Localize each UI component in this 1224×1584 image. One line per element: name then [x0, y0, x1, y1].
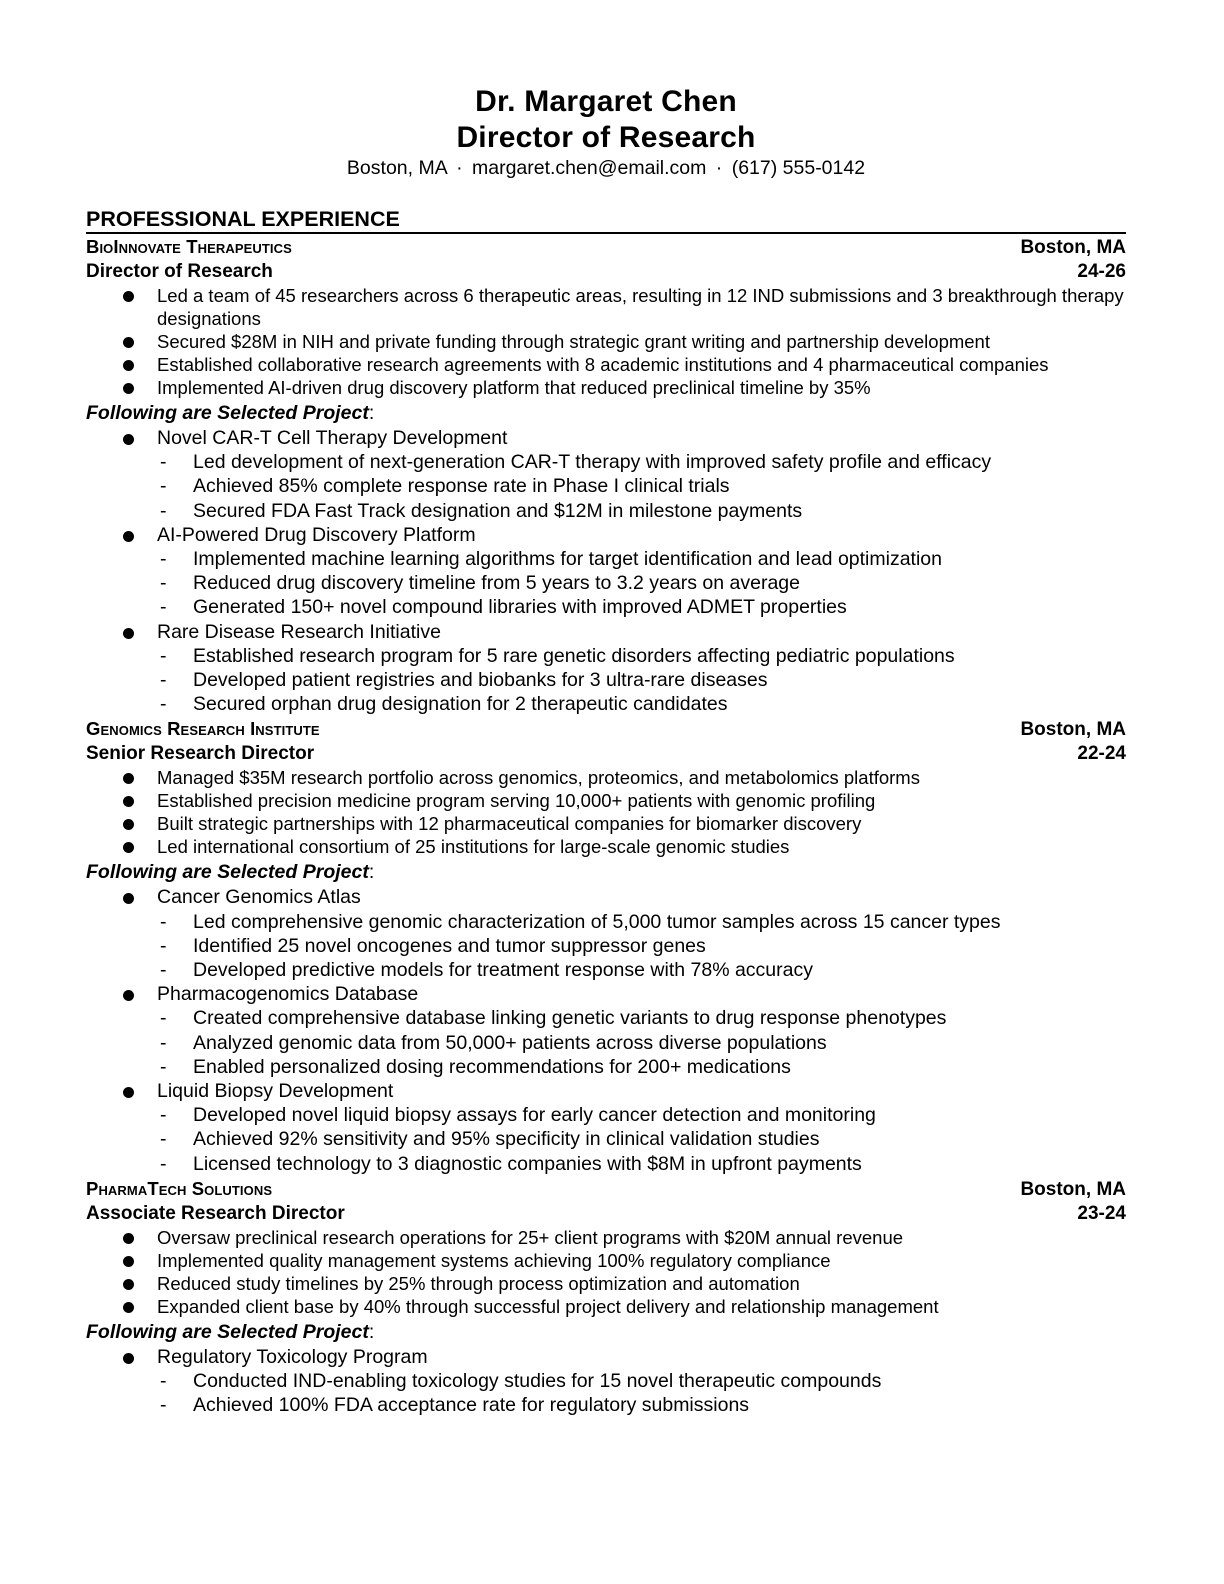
dash-icon: -: [160, 1031, 167, 1054]
project-detail-list: [157, 644, 1126, 717]
contact-separator: ·: [456, 157, 463, 179]
candidate-title: Director of Research: [456, 121, 756, 154]
experience-list: [86, 235, 1126, 1417]
dash-icon: -: [160, 934, 167, 957]
dash-icon: -: [160, 499, 167, 522]
project-detail-item: [157, 450, 1126, 474]
role-row: [86, 1202, 1126, 1226]
projects-label: [86, 859, 1126, 885]
project-name: Liquid Biopsy Development: [157, 1080, 394, 1103]
project-detail-item: [157, 668, 1126, 692]
achievement-text: Implemented AI-driven drug discovery platform that reduced preclinical timeline by 35%: [157, 377, 871, 398]
project-list: [86, 1345, 1126, 1418]
achievement-text: Managed $35M research portfolio across genomics, proteomics, and metabolomics platforms: [157, 767, 920, 789]
project-detail-list: [157, 910, 1126, 983]
candidate-name: Dr. Margaret Chen: [475, 85, 737, 118]
bullet-icon: [123, 1256, 134, 1267]
bullet-icon: [123, 893, 134, 904]
role-row: [86, 260, 1126, 284]
achievement-text: Secured $28M in NIH and private funding through strategic grant writing and partnership development: [157, 331, 990, 352]
job-role: Director of Research: [86, 261, 273, 282]
bullet-icon: [123, 819, 134, 830]
achievement-item: [86, 353, 1126, 376]
project-item: [86, 1079, 1126, 1176]
projects-label: [86, 400, 1126, 426]
project-detail-text: Developed patient registries and biobanks for 3 ultra-rare diseases: [193, 669, 768, 692]
project-detail-item: [157, 1393, 1126, 1417]
achievement-text: Led international consortium of 25 institutions for large-scale genomic studies: [157, 836, 790, 858]
project-item: [86, 982, 1126, 1079]
dash-icon: -: [160, 1370, 167, 1393]
bullet-icon: [123, 360, 134, 371]
project-name: Regulatory Toxicology Program: [157, 1345, 428, 1368]
bullet-icon: [123, 628, 134, 639]
project-detail-item: [157, 474, 1126, 498]
role-row: [86, 742, 1126, 766]
project-detail-item: [157, 958, 1126, 982]
contact-separator: ·: [715, 157, 723, 179]
achievement-list: [86, 284, 1126, 399]
job-dates: 24-26: [1077, 261, 1126, 282]
bullet-icon: [123, 337, 134, 348]
company-row: [86, 717, 1126, 742]
dash-icon: -: [160, 596, 167, 619]
dash-icon: -: [160, 1128, 167, 1151]
project-detail-item: [157, 644, 1126, 668]
project-name: Rare Disease Research Initiative: [157, 620, 441, 643]
project-name: Novel CAR-T Cell Therapy Development: [157, 427, 508, 449]
project-detail-item: [157, 547, 1126, 571]
contact-location: Boston, MA: [346, 157, 447, 179]
achievement-text: Established precision medicine program serving 10,000+ patients with genomic profiling: [157, 790, 876, 812]
project-detail-list: [157, 450, 1126, 523]
project-detail-item: [157, 1152, 1126, 1176]
project-list: [86, 885, 1126, 1175]
project-detail-item: [157, 1006, 1126, 1030]
achievement-item: [86, 812, 1126, 835]
job-entry: [86, 1177, 1126, 1418]
project-item: [86, 1345, 1126, 1418]
job-dates: 22-24: [1077, 743, 1126, 765]
project-detail-item: [157, 692, 1126, 716]
projects-label-colon: :: [368, 1320, 375, 1343]
company-name: PharmaTech Solutions: [86, 1177, 273, 1199]
projects-label-text: Following are Selected Project: [86, 861, 369, 884]
dash-icon: -: [160, 572, 167, 595]
job-entry: [86, 235, 1126, 716]
bullet-icon: [123, 434, 134, 445]
project-detail-item: [157, 1055, 1126, 1079]
achievement-item: [86, 766, 1126, 789]
job-role: Associate Research Director: [86, 1202, 345, 1224]
achievement-text: Led a team of 45 researchers across 6 therapeutic areas, resulting in 12 IND submissions and 3 breakthrough therapy designations: [157, 285, 1124, 329]
project-detail-item: [157, 595, 1126, 619]
resume-header: [86, 84, 1126, 180]
job-role: Senior Research Director: [86, 743, 315, 765]
project-detail-item: [157, 1031, 1126, 1055]
project-detail-item: [157, 1103, 1126, 1127]
dash-icon: -: [160, 1007, 167, 1030]
project-detail-list: [157, 547, 1126, 620]
job-location: Boston, MA: [1020, 237, 1126, 258]
project-detail-text: Analyzed genomic data from 50,000+ patients across diverse populations: [193, 1031, 827, 1054]
project-detail-list: [157, 1006, 1126, 1079]
project-detail-text: Identified 25 novel oncogenes and tumor suppressor genes: [193, 934, 706, 957]
achievement-text: Implemented quality management systems achieving 100% regulatory compliance: [157, 1249, 831, 1271]
dash-icon: -: [160, 693, 167, 716]
project-detail-item: [157, 910, 1126, 934]
dash-icon: -: [160, 1394, 167, 1417]
project-detail-text: Achieved 85% complete response rate in Phase I clinical trials: [193, 475, 730, 498]
project-detail-item: [157, 934, 1126, 958]
achievement-item: [86, 789, 1126, 812]
job-location: Boston, MA: [1020, 719, 1126, 741]
project-list: [86, 426, 1126, 716]
project-name: Cancer Genomics Atlas: [157, 886, 361, 909]
achievement-list: [86, 1226, 1126, 1318]
project-item: [86, 523, 1126, 620]
project-detail-text: Created comprehensive database linking genetic variants to drug response phenotypes: [193, 1007, 947, 1030]
achievement-item: [86, 1226, 1126, 1249]
job-location: Boston, MA: [1020, 1178, 1126, 1200]
achievement-text: Reduced study timelines by 25% through process optimization and automation: [157, 1272, 800, 1294]
project-detail-item: [157, 1369, 1126, 1393]
project-name: AI-Powered Drug Discovery Platform: [157, 523, 476, 546]
projects-label-text: Following are Selected Project: [86, 402, 369, 424]
project-item: [86, 426, 1126, 523]
project-detail-text: Established research program for 5 rare genetic disorders affecting pediatric populations: [193, 644, 955, 667]
company-name: BioInnovate Therapeutics: [86, 236, 292, 257]
project-detail-text: Conducted IND-enabling toxicology studies for 15 novel therapeutic compounds: [193, 1370, 882, 1393]
bullet-icon: [123, 773, 134, 784]
dash-icon: -: [160, 1152, 167, 1175]
bullet-icon: [123, 291, 134, 302]
project-detail-text: Developed predictive models for treatment response with 78% accuracy: [193, 959, 813, 982]
project-detail-text: Reduced drug discovery timeline from 5 years to 3.2 years on average: [193, 572, 800, 595]
contact-line: [86, 156, 1126, 180]
job-entry: [86, 717, 1126, 1175]
project-detail-item: [157, 571, 1126, 595]
project-item: [86, 885, 1126, 982]
bullet-icon: [123, 990, 134, 1001]
company-name: Genomics Research Institute: [86, 718, 320, 740]
dash-icon: -: [160, 451, 167, 474]
dash-icon: -: [160, 669, 167, 692]
project-detail-list: [157, 1369, 1126, 1417]
achievement-item: [86, 835, 1126, 858]
achievement-text: Built strategic partnerships with 12 pharmaceutical companies for biomarker discovery: [157, 813, 862, 835]
projects-label-colon: :: [368, 861, 375, 884]
project-detail-text: Enabled personalized dosing recommendations for 200+ medications: [193, 1055, 791, 1078]
section-title-experience: PROFESSIONAL EXPERIENCE: [86, 206, 1126, 234]
resume-page: [86, 84, 1126, 1417]
dash-icon: -: [160, 1055, 167, 1078]
achievement-item: [86, 1272, 1126, 1295]
projects-label-colon: :: [368, 402, 375, 424]
bullet-icon: [123, 1233, 134, 1244]
project-detail-text: Implemented machine learning algorithms for target identification and lead optimization: [193, 548, 942, 571]
dash-icon: -: [160, 548, 167, 571]
achievement-item: [86, 1295, 1126, 1318]
dash-icon: -: [160, 475, 167, 498]
project-item: [86, 620, 1126, 717]
achievement-text: Expanded client base by 40% through successful project delivery and relationship management: [157, 1295, 939, 1317]
project-detail-text: Generated 150+ novel compound libraries with improved ADMET properties: [193, 596, 847, 619]
project-detail-text: Secured FDA Fast Track designation and $12M in milestone payments: [193, 499, 803, 522]
projects-label-text: Following are Selected Project: [86, 1320, 369, 1343]
achievement-text: Oversaw preclinical research operations for 25+ client programs with $20M annual revenue: [157, 1226, 904, 1248]
dash-icon: -: [160, 959, 167, 982]
bullet-icon: [123, 1279, 134, 1290]
company-row: [86, 1177, 1126, 1202]
project-detail-text: Led comprehensive genomic characterization of 5,000 tumor samples across 15 cancer types: [193, 910, 1001, 933]
bullet-icon: [123, 383, 134, 394]
project-detail-text: Licensed technology to 3 diagnostic companies with $8M in upfront payments: [193, 1152, 862, 1175]
projects-label: [86, 1319, 1126, 1345]
achievement-list: [86, 766, 1126, 858]
dash-icon: -: [160, 644, 167, 667]
bullet-icon: [123, 1087, 134, 1098]
achievement-text: Established collaborative research agreements with 8 academic institutions and 4 pharmaceutical companies: [157, 354, 1049, 375]
project-detail-text: Achieved 100% FDA acceptance rate for regulatory submissions: [193, 1394, 750, 1417]
project-detail-item: [157, 1127, 1126, 1151]
project-detail-item: [157, 499, 1126, 523]
bullet-icon: [123, 796, 134, 807]
project-detail-text: Led development of next-generation CAR-T therapy with improved safety profile and efficacy: [193, 451, 992, 474]
company-row: [86, 235, 1126, 260]
bullet-icon: [123, 1353, 134, 1364]
dash-icon: -: [160, 1104, 167, 1127]
project-detail-text: Secured orphan drug designation for 2 therapeutic candidates: [193, 693, 728, 716]
project-name: Pharmacogenomics Database: [157, 983, 419, 1006]
bullet-icon: [123, 1302, 134, 1313]
achievement-item: [86, 376, 1126, 399]
achievement-item: [86, 284, 1126, 330]
project-detail-list: [157, 1103, 1126, 1176]
contact-email[interactable]: margaret.chen@email.com: [471, 157, 707, 179]
project-detail-text: Developed novel liquid biopsy assays for early cancer detection and monitoring: [193, 1104, 876, 1127]
bullet-icon: [123, 531, 134, 542]
project-detail-text: Achieved 92% sensitivity and 95% specificity in clinical validation studies: [193, 1128, 820, 1151]
achievement-item: [86, 1249, 1126, 1272]
bullet-icon: [123, 842, 134, 853]
dash-icon: -: [160, 910, 167, 933]
job-dates: 23-24: [1077, 1202, 1126, 1224]
achievement-item: [86, 330, 1126, 353]
contact-phone[interactable]: (617) 555-0142: [731, 157, 866, 179]
